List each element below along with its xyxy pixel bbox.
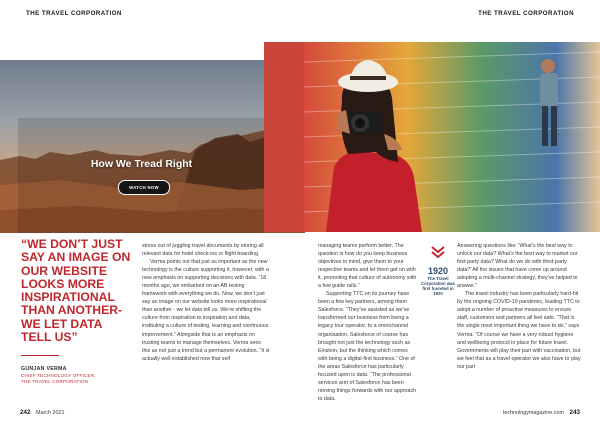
author-role-line2: THE TRAVEL CORPORATION: [21, 379, 89, 385]
footer-right: [503, 409, 580, 416]
founding-year: 1920: [427, 266, 449, 276]
founding-year-caption: The Travel Corporation was first founded in 1920: [421, 276, 455, 297]
chevron-down-icon: [430, 244, 446, 260]
page-number-right: 243: [569, 409, 580, 416]
magazine-section-title-right: THE TRAVEL CORPORATION: [478, 10, 574, 17]
article-paragraph: Verma points out that just as important as the new technology is the culture supporting it, however, with a new emphasis on supporting decisions with data. “18 months ago, we embarked on an AB testing framework with everything we do. Now, we don’t just say an image on our website looks more inspirational than another - we let data tell us. We’re shifting the culture from inspiration to inspiration and data, instituting a culture of testing, learning and continuous improvement.” Alongside that is an emphasis on trusting teams to manage themselves. Verma sees this as not just a trend but a permanent evolution. “It is actually well established now that self: [142, 259, 270, 362]
footer-left: [20, 409, 64, 416]
magazine-section-title-left: THE TRAVEL CORPORATION: [26, 10, 122, 17]
issue-date: March 2021: [36, 410, 65, 416]
author-role-line1: CHIEF TECHNOLOGY OFFICER,: [21, 373, 96, 378]
watch-now-button[interactable]: WATCH NOW: [118, 180, 170, 195]
pull-quote-divider: [21, 355, 59, 356]
photographer-on-tiled-steps-image: [264, 42, 600, 232]
article-paragraph: The travel industry has been particularly hard-hit by the ongoing COVID-19 pandemic, leading TTC to adopt a number of proactive measures to ensure staff, customers and partners all feel safe. “That is the single most important thing we have to do,” says Verma. “Of course we have a very robust hygiene and wellbeing protocol in place for future travel. Governments will play their part with vaccination, but we feel that as a travel operator we also have to play our part: [457, 291, 581, 370]
article-column-3: [457, 242, 581, 371]
pull-quote: “WE DON’T JUST SAY AN IMAGE ON OUR WEBSITE LOOKS MORE INSPIRATIONAL THAN ANOTHER- WE LET DATA TELL US”: [21, 237, 131, 345]
article-column-2: [318, 242, 418, 403]
desert-landscape-image: [0, 60, 305, 233]
author-name: GUNJAN VERMA: [21, 366, 67, 372]
author-role: [21, 373, 121, 385]
article-paragraph: Answering questions like: ‘What’s the best way to unlock our data? What’s the best way to market our first-party data? What do we do with third-party data?’ All the issues that have come up around adopting a multi-channel strategy, they’ve helped to answer.”: [457, 243, 578, 290]
article-column-1: [142, 242, 270, 363]
article-paragraph: managing teams perform better. The question is how do you keep business objectives in mind, give them to your respective teams and let them get on with it, promoting that culture of autonomy with a few guide rails.”: [318, 243, 417, 290]
video-title: How We Tread Right: [90, 158, 193, 170]
founding-year-badge: [420, 244, 456, 296]
magazine-website: technologymagazine.com: [502, 410, 564, 416]
page-number-left: 242: [20, 409, 31, 416]
video-card[interactable]: [18, 118, 265, 233]
article-paragraph: Supporting TTC on its journey have been a few key partners, among them Salesforce. “They’ve assisted as we’ve transformed our business from being a legacy tour operator, to a omnichannel organisation. Salesforce of course has brought not just the technology such as Einstein, but the thinking which comes with being a digital-first business.” One of the areas Salesforce has particularly focused upon is data. “The professional services arm of Salesforce has been moving things forwards with our approach to data.: [318, 291, 417, 402]
article-paragraph: stress out of juggling travel documents by storing all relevant data for hotel check-ins or flight boarding.: [142, 243, 264, 258]
photographer-illustration: [264, 42, 600, 232]
